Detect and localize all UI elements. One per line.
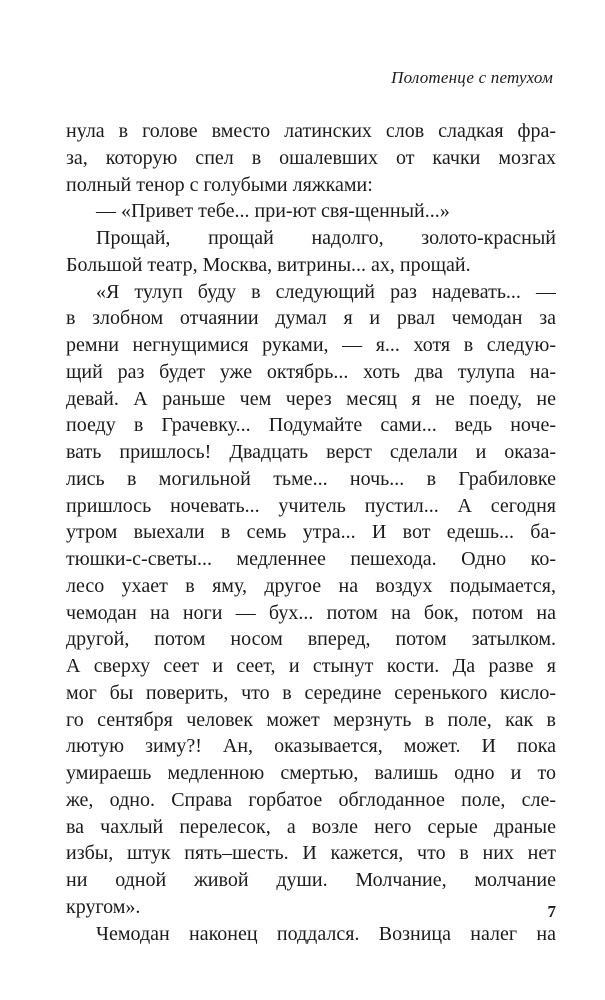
- text-line: Прощай, прощай надолго, золото-красный: [96, 227, 556, 249]
- running-header: Полотенце с петухом: [391, 68, 553, 87]
- text-line: ремни негнущимися руками, — я... хотя в следую-: [66, 334, 556, 356]
- text-line: лютую зиму?! Ан, оказывается, может. И пока: [66, 735, 556, 758]
- text-line: полный тенор с голубыми ляжками:: [66, 173, 373, 196]
- text-line: — «Привет тебе... при-ют свя-щенный...»: [96, 200, 450, 223]
- text-line: умираешь медленною смертью, валишь одно и то: [66, 762, 556, 784]
- text-line: же, одно. Справа горбатое обглоданное поле, сле-: [66, 788, 556, 811]
- text-line: девай. А раньше чем через месяц я не поеду, не: [66, 387, 556, 410]
- text-line: Чемодан наконец поддался. Возница налег на: [96, 922, 556, 945]
- text-line: ва чахлый перелесок, а возле него серые драные: [66, 815, 556, 838]
- text-line: в злобном отчаянии думал я и рвал чемодан за: [66, 307, 556, 330]
- text-line: щий раз будет уже октябрь... хоть два тулупа на-: [66, 360, 556, 383]
- text-line: за, которую спел в ошалевших от качки мозгах: [66, 146, 556, 169]
- text-line: нула в голове вместо латинских слов сладкая фра-: [66, 120, 556, 142]
- text-line: «Я тулуп буду в следующий раз надевать... —: [96, 280, 556, 303]
- page-number: 7: [547, 902, 556, 921]
- text-line: поеду в Грачевку... Подумайте сами... ведь ноче-: [66, 414, 556, 437]
- text-line: кругом».: [66, 895, 141, 918]
- text-line: лись в могильной тьме... ночь... в Грабиловке: [66, 467, 556, 490]
- text-line: Большой театр, Москва, витрины... ах, прощай.: [66, 253, 471, 276]
- text-line: лесо ухает в яму, другое на воздух подымается,: [66, 574, 556, 597]
- text-line: тюшки-с-светы... медленнее пешехода. Одно ко-: [66, 548, 556, 570]
- text-line: ни одной живой души. Молчание, молчание: [66, 869, 556, 891]
- text-line: другой, потом носом вперед, потом затылком.: [66, 628, 556, 651]
- text-line: утром выехали в семь утра... И вот едешь... ба-: [66, 521, 556, 544]
- text-line: вать пришлось! Двадцать верст сделали и оказа-: [66, 441, 556, 463]
- body-text: [66, 118, 556, 947]
- text-line: чемодан на ноги — бух... потом на бок, потом на: [66, 601, 556, 624]
- text-line: избы, штук пять–шесть. И кажется, что в них нет: [66, 842, 556, 865]
- text-line: го сентября человек может мерзнуть в поле, как в: [66, 708, 556, 731]
- text-line: пришлось ночевать... учитель пустил... А сегодня: [66, 494, 556, 517]
- text-line: А сверху сеет и сеет, и стынут кости. Да разве я: [66, 655, 556, 677]
- text-line: мог бы поверить, что в середине серенького кисло-: [66, 681, 556, 704]
